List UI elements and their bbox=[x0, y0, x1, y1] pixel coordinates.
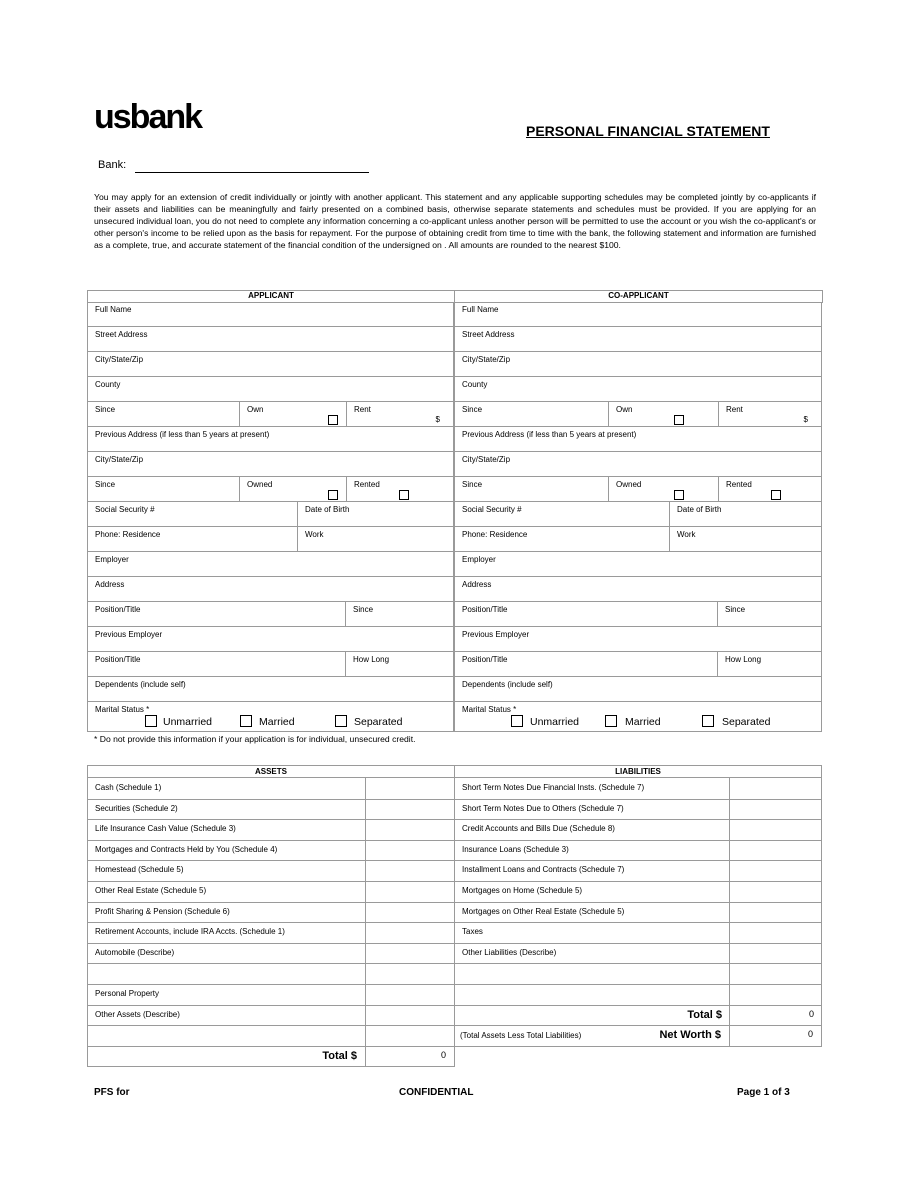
co-separated-label: Separated bbox=[722, 716, 771, 728]
co-prev-position-field[interactable]: Position/Title bbox=[454, 652, 718, 677]
co-emp-since-field[interactable]: Since bbox=[717, 602, 822, 627]
liability-row-label: Short Term Notes Due Financial Insts. (Schedule 7) bbox=[454, 778, 730, 800]
app-prev-position-field[interactable]: Position/Title bbox=[87, 652, 346, 677]
asset-row-amount[interactable] bbox=[365, 984, 455, 1006]
co-previous-employer-field[interactable]: Previous Employer bbox=[454, 627, 822, 652]
asset-row-amount[interactable] bbox=[365, 943, 455, 965]
co-rent-field[interactable]: Rent $ bbox=[718, 402, 822, 427]
liability-row-label: Taxes bbox=[454, 922, 730, 944]
asset-row-amount[interactable] bbox=[365, 902, 455, 924]
app-married-label: Married bbox=[259, 716, 295, 728]
co-city-state-zip-field[interactable]: City/State/Zip bbox=[454, 352, 822, 377]
app-position-field[interactable]: Position/Title bbox=[87, 602, 346, 627]
liability-row-label: Mortgages on Other Real Estate (Schedule 5) bbox=[454, 902, 730, 924]
liability-row-label bbox=[454, 984, 730, 1006]
co-ssn-field[interactable]: Social Security # bbox=[454, 502, 670, 527]
intro-paragraph: You may apply for an extension of credit individually or jointly with another applicant. This statement and any applicable supporting schedules may be completed jointly by co-applicants if their assets and liabilities can be meaningfully and fairly presented on a combined basis, otherwise separate statements and schedules must be provided. If you are applying for an unsecured individual loan, you do not need to complete any information concerning a co-applicant unless another person will be permitted to use the account or you wish the co-applicant's or other person's income to be relied upon as the basis for repayment. For the purpose of obtaining credit from time to time with the bank, the following statement and information are furnished as a complete, true, and accurate statement of the financial condition of the undersigned on . All amounts are rounded to the nearest $100. bbox=[94, 192, 816, 251]
asset-row-label: Securities (Schedule 2) bbox=[87, 799, 366, 821]
asset-row-label: Retirement Accounts, include IRA Accts. (Schedule 1) bbox=[87, 922, 366, 944]
asset-row-amount[interactable] bbox=[365, 819, 455, 841]
asset-row-amount[interactable] bbox=[365, 840, 455, 862]
asset-row-label: Other Assets (Describe) bbox=[87, 1005, 366, 1027]
app-unmarried-checkbox[interactable] bbox=[145, 715, 157, 727]
asset-row-label: Other Real Estate (Schedule 5) bbox=[87, 881, 366, 903]
coapplicant-side bbox=[454, 302, 822, 733]
co-previous-address-field[interactable]: Previous Address (if less than 5 years at present) bbox=[454, 427, 822, 452]
liability-row-label: Mortgages on Home (Schedule 5) bbox=[454, 881, 730, 903]
co-address-field[interactable]: Address bbox=[454, 577, 822, 602]
co-rented-checkbox[interactable] bbox=[771, 490, 781, 500]
assets-total-value: 0 bbox=[440, 1049, 446, 1060]
co-employer-field[interactable]: Employer bbox=[454, 552, 822, 577]
liabilities-header: LIABILITIES bbox=[454, 765, 822, 778]
bank-label: Bank: bbox=[98, 159, 127, 171]
app-unmarried-label: Unmarried bbox=[163, 716, 213, 728]
liability-row-amount[interactable] bbox=[729, 860, 822, 882]
liability-row-label: Credit Accounts and Bills Due (Schedule 8) bbox=[454, 819, 730, 841]
app-prev-city-field[interactable]: City/State/Zip bbox=[87, 452, 454, 477]
liabilities-total-value: 0 bbox=[808, 1008, 814, 1019]
app-emp-since-field[interactable]: Since bbox=[345, 602, 454, 627]
app-rented-cell: Rented bbox=[346, 477, 454, 502]
liability-row-amount[interactable] bbox=[729, 943, 822, 965]
co-unmarried-checkbox[interactable] bbox=[511, 715, 523, 727]
app-city-state-zip-field[interactable]: City/State/Zip bbox=[87, 352, 454, 377]
co-owned-cell: Owned bbox=[608, 477, 719, 502]
app-separated-label: Separated bbox=[354, 716, 403, 728]
co-dob-field[interactable]: Date of Birth bbox=[669, 502, 822, 527]
co-separated-checkbox[interactable] bbox=[702, 715, 714, 727]
app-employer-field[interactable]: Employer bbox=[87, 552, 454, 577]
app-phone-residence-field[interactable]: Phone: Residence bbox=[87, 527, 298, 552]
co-prev-city-field[interactable]: City/State/Zip bbox=[454, 452, 822, 477]
liability-row-label: Insurance Loans (Schedule 3) bbox=[454, 840, 730, 862]
liability-row-amount[interactable] bbox=[729, 778, 822, 800]
co-own-cell: Own bbox=[608, 402, 719, 427]
liabilities-total-label: Total $ bbox=[687, 1008, 722, 1021]
co-street-address-field[interactable]: Street Address bbox=[454, 327, 822, 352]
asset-row-amount[interactable] bbox=[365, 922, 455, 944]
liability-row-amount[interactable] bbox=[729, 984, 822, 1006]
app-rent-field[interactable]: Rent $ bbox=[346, 402, 454, 427]
footer-pfs: PFS for bbox=[94, 1087, 130, 1098]
asset-row-amount[interactable] bbox=[365, 799, 455, 821]
co-how-long-field[interactable]: How Long bbox=[717, 652, 822, 677]
liability-row-amount[interactable] bbox=[729, 799, 822, 821]
asset-row-amount[interactable] bbox=[365, 778, 455, 800]
assets-total-value-cell[interactable] bbox=[365, 1046, 455, 1068]
app-full-name-field[interactable]: Full Name bbox=[87, 302, 454, 327]
assets-liabilities-table bbox=[87, 765, 822, 1069]
co-full-name-field[interactable]: Full Name bbox=[454, 302, 822, 327]
net-worth-note: (Total Assets Less Total Liabilities) bbox=[460, 1031, 582, 1041]
app-ssn-field[interactable]: Social Security # bbox=[87, 502, 298, 527]
asset-row-label: Profit Sharing & Pension (Schedule 6) bbox=[87, 902, 366, 924]
co-since-field[interactable]: Since bbox=[454, 402, 609, 427]
asset-row-label bbox=[87, 963, 366, 985]
co-own-checkbox[interactable] bbox=[674, 415, 684, 425]
co-county-field[interactable]: County bbox=[454, 377, 822, 402]
net-worth-label: Net Worth $ bbox=[659, 1029, 721, 1042]
applicant-header: APPLICANT bbox=[88, 291, 455, 303]
co-unmarried-label: Unmarried bbox=[530, 716, 580, 728]
liability-row-amount[interactable] bbox=[729, 902, 822, 924]
footer-page-number: Page 1 of 3 bbox=[737, 1087, 790, 1098]
app-work-phone-field[interactable]: Work bbox=[297, 527, 454, 552]
liability-row-label: Installment Loans and Contracts (Schedule 7) bbox=[454, 860, 730, 882]
app-own-cell: Own bbox=[239, 402, 347, 427]
asset-row-amount[interactable] bbox=[365, 881, 455, 903]
co-owned-checkbox[interactable] bbox=[674, 490, 684, 500]
app-since-field[interactable]: Since bbox=[87, 402, 240, 427]
page-title: PERSONAL FINANCIAL STATEMENT bbox=[526, 123, 770, 139]
app-rented-checkbox[interactable] bbox=[399, 490, 409, 500]
asset-row-label bbox=[87, 1025, 366, 1047]
co-dependents-field[interactable]: Dependents (include self) bbox=[454, 677, 822, 702]
assets-total-label-cell bbox=[87, 1046, 366, 1068]
svg-text:usbank: usbank bbox=[94, 98, 202, 136]
asset-row-label: Homestead (Schedule 5) bbox=[87, 860, 366, 882]
co-married-checkbox[interactable] bbox=[605, 715, 617, 727]
app-address-field[interactable]: Address bbox=[87, 577, 454, 602]
liability-row-label: Short Term Notes Due to Others (Schedule 7) bbox=[454, 799, 730, 821]
asset-row-label: Cash (Schedule 1) bbox=[87, 778, 366, 800]
asset-row-label: Life Insurance Cash Value (Schedule 3) bbox=[87, 819, 366, 841]
co-rented-cell: Rented bbox=[718, 477, 822, 502]
co-marital-status: Marital Status * Unmarried Married Separated bbox=[454, 702, 822, 732]
app-street-address-field[interactable]: Street Address bbox=[87, 327, 454, 352]
app-married-checkbox[interactable] bbox=[240, 715, 252, 727]
liability-row-label: Other Liabilities (Describe) bbox=[454, 943, 730, 965]
net-worth-label-cell bbox=[454, 1025, 730, 1047]
co-work-phone-field[interactable]: Work bbox=[669, 527, 822, 552]
coapplicant-header: CO-APPLICANT bbox=[455, 291, 823, 303]
app-previous-address-field[interactable]: Previous Address (if less than 5 years at present) bbox=[87, 427, 454, 452]
liability-row-amount[interactable] bbox=[729, 840, 822, 862]
app-dob-field[interactable]: Date of Birth bbox=[297, 502, 454, 527]
app-separated-checkbox[interactable] bbox=[335, 715, 347, 727]
app-how-long-field[interactable]: How Long bbox=[345, 652, 454, 677]
bank-field[interactable] bbox=[135, 172, 369, 173]
liability-row-amount[interactable] bbox=[729, 819, 822, 841]
app-owned-checkbox[interactable] bbox=[328, 490, 338, 500]
net-worth-value-cell[interactable] bbox=[729, 1025, 822, 1047]
asset-row-amount[interactable] bbox=[365, 860, 455, 882]
assets-header: ASSETS bbox=[87, 765, 455, 778]
liability-row-label bbox=[454, 963, 730, 985]
net-worth-value: 0 bbox=[807, 1029, 813, 1040]
footer-confidential: CONFIDENTIAL bbox=[399, 1087, 474, 1098]
app-prev-since-field[interactable]: Since bbox=[87, 477, 240, 502]
co-prev-since-field[interactable]: Since bbox=[454, 477, 609, 502]
asset-row-amount[interactable] bbox=[365, 963, 455, 985]
usbank-logo bbox=[94, 98, 226, 138]
asset-row-label: Personal Property bbox=[87, 984, 366, 1006]
disclaimer-note: * Do not provide this information if your application is for individual, unsecured credit. bbox=[94, 734, 416, 744]
liability-row-amount[interactable] bbox=[729, 963, 822, 985]
asset-row-label: Automobile (Describe) bbox=[87, 943, 366, 965]
co-position-field[interactable]: Position/Title bbox=[454, 602, 718, 627]
app-county-field[interactable]: County bbox=[87, 377, 454, 402]
app-previous-employer-field[interactable]: Previous Employer bbox=[87, 627, 454, 652]
app-dependents-field[interactable]: Dependents (include self) bbox=[87, 677, 454, 702]
liability-row-amount[interactable] bbox=[729, 922, 822, 944]
co-phone-residence-field[interactable]: Phone: Residence bbox=[454, 527, 670, 552]
app-own-checkbox[interactable] bbox=[328, 415, 338, 425]
asset-row-amount[interactable] bbox=[365, 1005, 455, 1027]
app-marital-status: Marital Status * Unmarried Married Separated bbox=[87, 702, 454, 732]
asset-row-amount[interactable] bbox=[365, 1025, 455, 1047]
app-owned-cell: Owned bbox=[239, 477, 347, 502]
co-married-label: Married bbox=[625, 716, 661, 728]
assets-total-label: Total $ bbox=[322, 1049, 357, 1062]
applicant-side bbox=[87, 302, 455, 733]
asset-row-label: Mortgages and Contracts Held by You (Schedule 4) bbox=[87, 840, 366, 862]
liability-row-amount[interactable] bbox=[729, 881, 822, 903]
